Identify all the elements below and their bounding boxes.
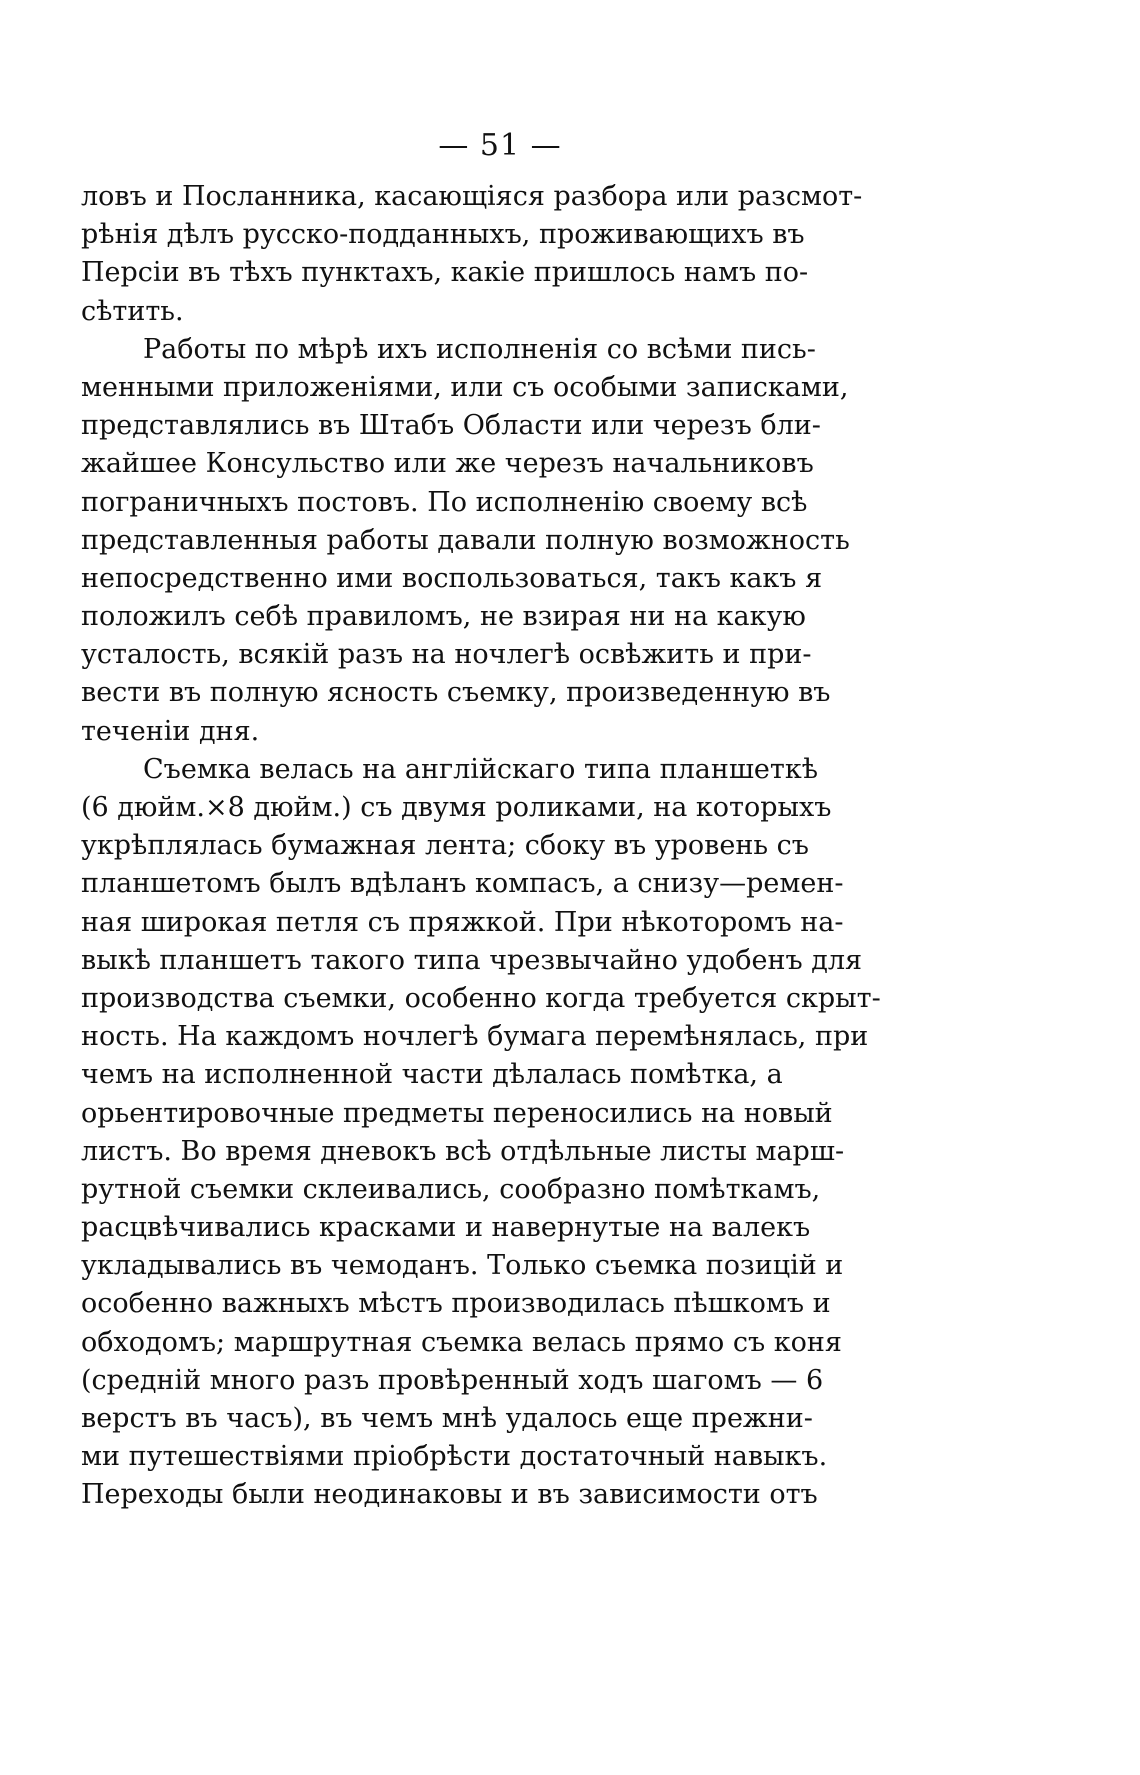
text-line: Переходы были неодинаковы и въ зависимости отъ xyxy=(81,1479,818,1511)
paragraph xyxy=(81,751,881,1515)
text-line: представлялись въ Штабъ Области или черезъ бли- xyxy=(81,410,821,442)
paragraph xyxy=(81,178,863,331)
text-line: Работы по мѣрѣ ихъ исполненія со всѣми пись- xyxy=(143,333,816,365)
text-line: рутной съемки склеивались, сообразно помѣткамъ, xyxy=(81,1173,821,1205)
page-number: — 51 — xyxy=(438,128,562,163)
text-line: вести въ полную ясность съемку, произведенную въ xyxy=(81,677,831,709)
text-line: Съемка велась на англійскаго типа планшеткѣ xyxy=(143,753,818,785)
paragraph xyxy=(81,331,850,751)
text-line: выкѣ планшетъ такого типа чрезвычайно удобенъ для xyxy=(81,944,863,976)
text-line: положилъ себѣ правиломъ, не взирая ни на какую xyxy=(81,601,806,633)
text-line: чемъ на исполненной части дѣлалась помѣтка, а xyxy=(81,1059,783,1091)
text-line: пограничныхъ постовъ. По исполненію своему всѣ xyxy=(81,486,808,518)
text-line: верстъ въ часъ), въ чемъ мнѣ удалось еще прежни- xyxy=(81,1403,813,1434)
text-line: менными приложеніями, или съ особыми записками, xyxy=(81,371,849,403)
text-line: жайшее Консульство или же черезъ начальниковъ xyxy=(81,448,814,480)
text-line: сѣтить. xyxy=(81,295,184,327)
body-text xyxy=(81,178,881,1515)
text-line: листъ. Во время дневокъ всѣ отдѣльные листы марш- xyxy=(81,1135,845,1167)
text-line: ми путешествіями пріобрѣсти достаточный навыкъ. xyxy=(81,1441,828,1473)
text-line: производства съемки, особенно когда требуется скрыт- xyxy=(81,982,881,1014)
text-line: укрѣплялась бумажная лента; сбоку въ уровень съ xyxy=(81,830,809,862)
text-line: планшетомъ былъ вдѣланъ компасъ, а снизу—ремен- xyxy=(81,868,844,900)
text-line: обходомъ; маршрутная съемка велась прямо съ коня xyxy=(81,1326,842,1358)
text-line: (6 дюйм.×8 дюйм.) съ двумя роликами, на которыхъ xyxy=(81,792,832,823)
text-line: особенно важныхъ мѣстъ производилась пѣшкомъ и xyxy=(81,1288,831,1320)
text-line: непосредственно ими воспользоваться, такъ какъ я xyxy=(81,562,823,594)
text-line: рѣнія дѣлъ русско-подданныхъ, проживающихъ въ xyxy=(81,219,805,251)
text-line: представленныя работы давали полную возможность xyxy=(81,524,850,556)
text-line: орьентировочные предметы переносились на новый xyxy=(81,1097,833,1129)
text-line: ловъ и Посланника, касающіяся разбора или разсмот- xyxy=(81,181,863,212)
text-line: теченіи дня. xyxy=(81,715,260,747)
text-line: ная широкая петля съ пряжкой. При нѣкоторомъ на- xyxy=(81,906,844,938)
text-line: расцвѣчивались красками и навернутые на валекъ xyxy=(81,1212,811,1244)
text-line: ность. На каждомъ ночлегѣ бумага перемѣнялась, при xyxy=(81,1021,869,1053)
text-line: усталость, всякій разъ на ночлегѣ освѣжить и при- xyxy=(81,639,812,671)
text-line: Персіи въ тѣхъ пунктахъ, какіе пришлось намъ по- xyxy=(81,257,809,289)
text-line: (средній много разъ провѣренный ходъ шагомъ — 6 xyxy=(81,1364,824,1396)
text-line: укладывались въ чемоданъ. Только съемка позицій и xyxy=(81,1250,844,1282)
